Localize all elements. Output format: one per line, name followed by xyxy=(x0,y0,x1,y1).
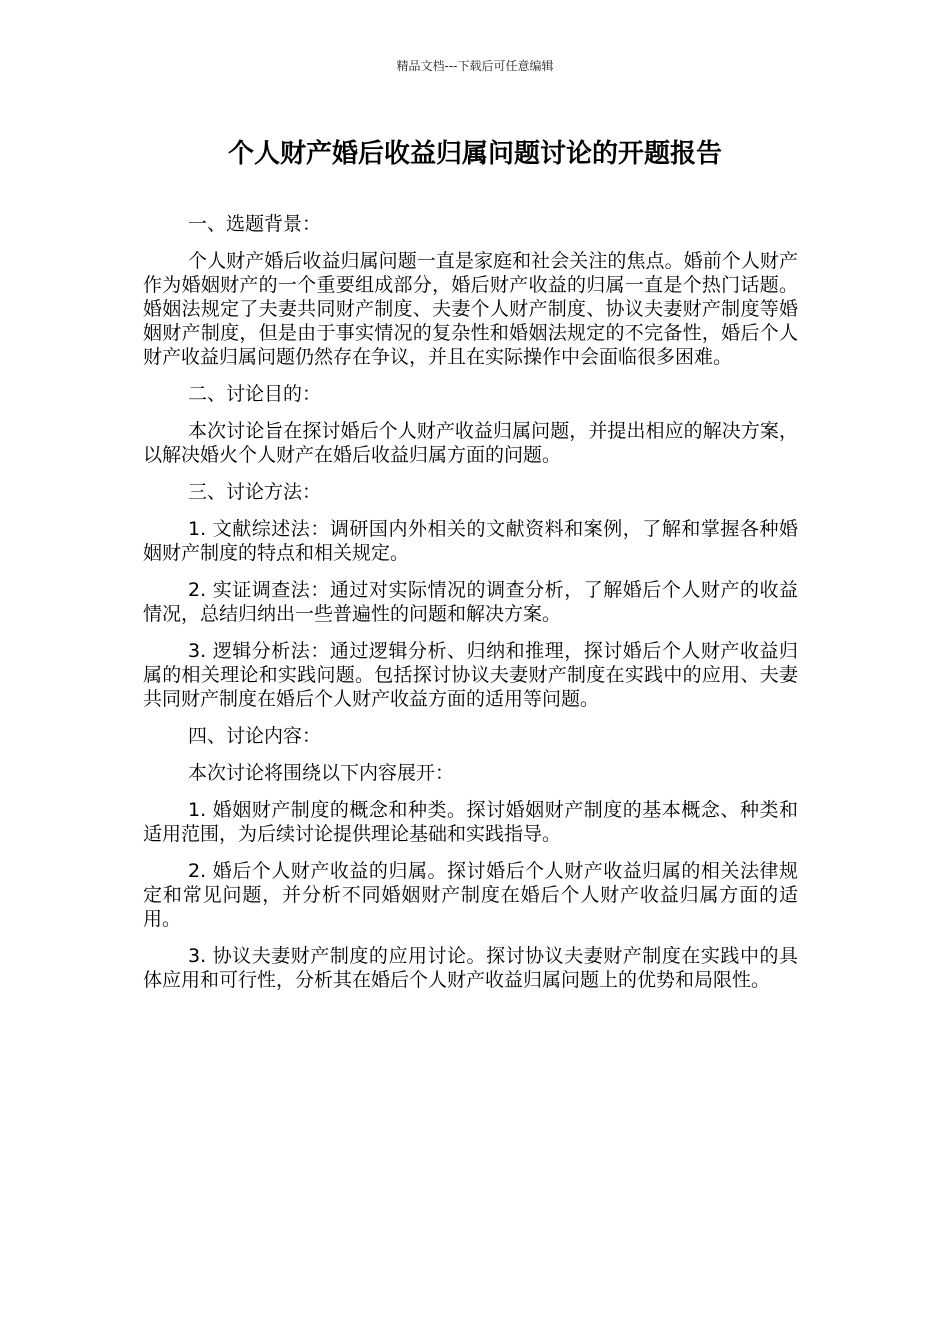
body-paragraph: 1. 婚姻财产制度的概念和种类。探讨婚姻财产制度的基本概念、种类和适用范围，为后续讨论提供理论基础和实践指导。 xyxy=(143,799,798,845)
section-heading: 二、讨论目的： xyxy=(188,383,322,405)
body-paragraph: 3. 逻辑分析法：通过逻辑分析、归纳和推理，探讨婚后个人财产收益归属的相关理论和实践问题。包括探讨协议夫妻财产制度在实践中的应用、夫妻共同财产制度在婚后个人财产收益方面的适用等问题。 xyxy=(143,640,798,710)
document-body xyxy=(143,212,798,1005)
body-paragraph: 3. 协议夫妻财产制度的应用讨论。探讨协议夫妻财产制度在实践中的具体应用和可行性，分析其在婚后个人财产收益归属问题上的优势和局限性。 xyxy=(143,945,798,991)
header-note: 精品文档---下载后可任意编辑 xyxy=(396,59,554,73)
body-paragraph: 本次讨论旨在探讨婚后个人财产收益归属问题，并提出相应的解决方案，以解决婚火个人财产在婚后收益归属方面的问题。 xyxy=(143,420,798,466)
body-paragraph: 个人财产婚后收益归属问题一直是家庭和社会关注的焦点。婚前个人财产作为婚姻财产的一个重要组成部分，婚后财产收益的归属一直是个热门话题。婚姻法规定了夫妻共同财产制度、夫妻个人财产制度、协议夫妻财产制度等婚姻财产制度，但是由于事实情况的复杂性和婚姻法规定的不完备性，婚后个人财产收益归属问题仍然存在争议，并且在实际操作中会面临很多困难。 xyxy=(143,250,798,368)
section-heading: 一、选题背景： xyxy=(188,213,322,235)
section-heading: 三、讨论方法： xyxy=(188,481,322,503)
document-title: 个人财产婚后收益归属问题讨论的开题报告 xyxy=(227,139,722,169)
body-paragraph: 2. 婚后个人财产收益的归属。探讨婚后个人财产收益归属的相关法律规定和常见问题，并分析不同婚姻财产制度在婚后个人财产收益归属方面的适用。 xyxy=(143,860,798,930)
section-heading: 本次讨论将围绕以下内容展开： xyxy=(188,762,455,784)
section-heading: 四、讨论内容： xyxy=(188,725,322,747)
body-paragraph: 1. 文献综述法：调研国内外相关的文献资料和案例，了解和掌握各种婚姻财产制度的特点和相关规定。 xyxy=(143,518,798,564)
body-paragraph: 2. 实证调查法：通过对实际情况的调查分析，了解婚后个人财产的收益情况，总结归纳出一些普遍性的问题和解决方案。 xyxy=(143,579,798,625)
